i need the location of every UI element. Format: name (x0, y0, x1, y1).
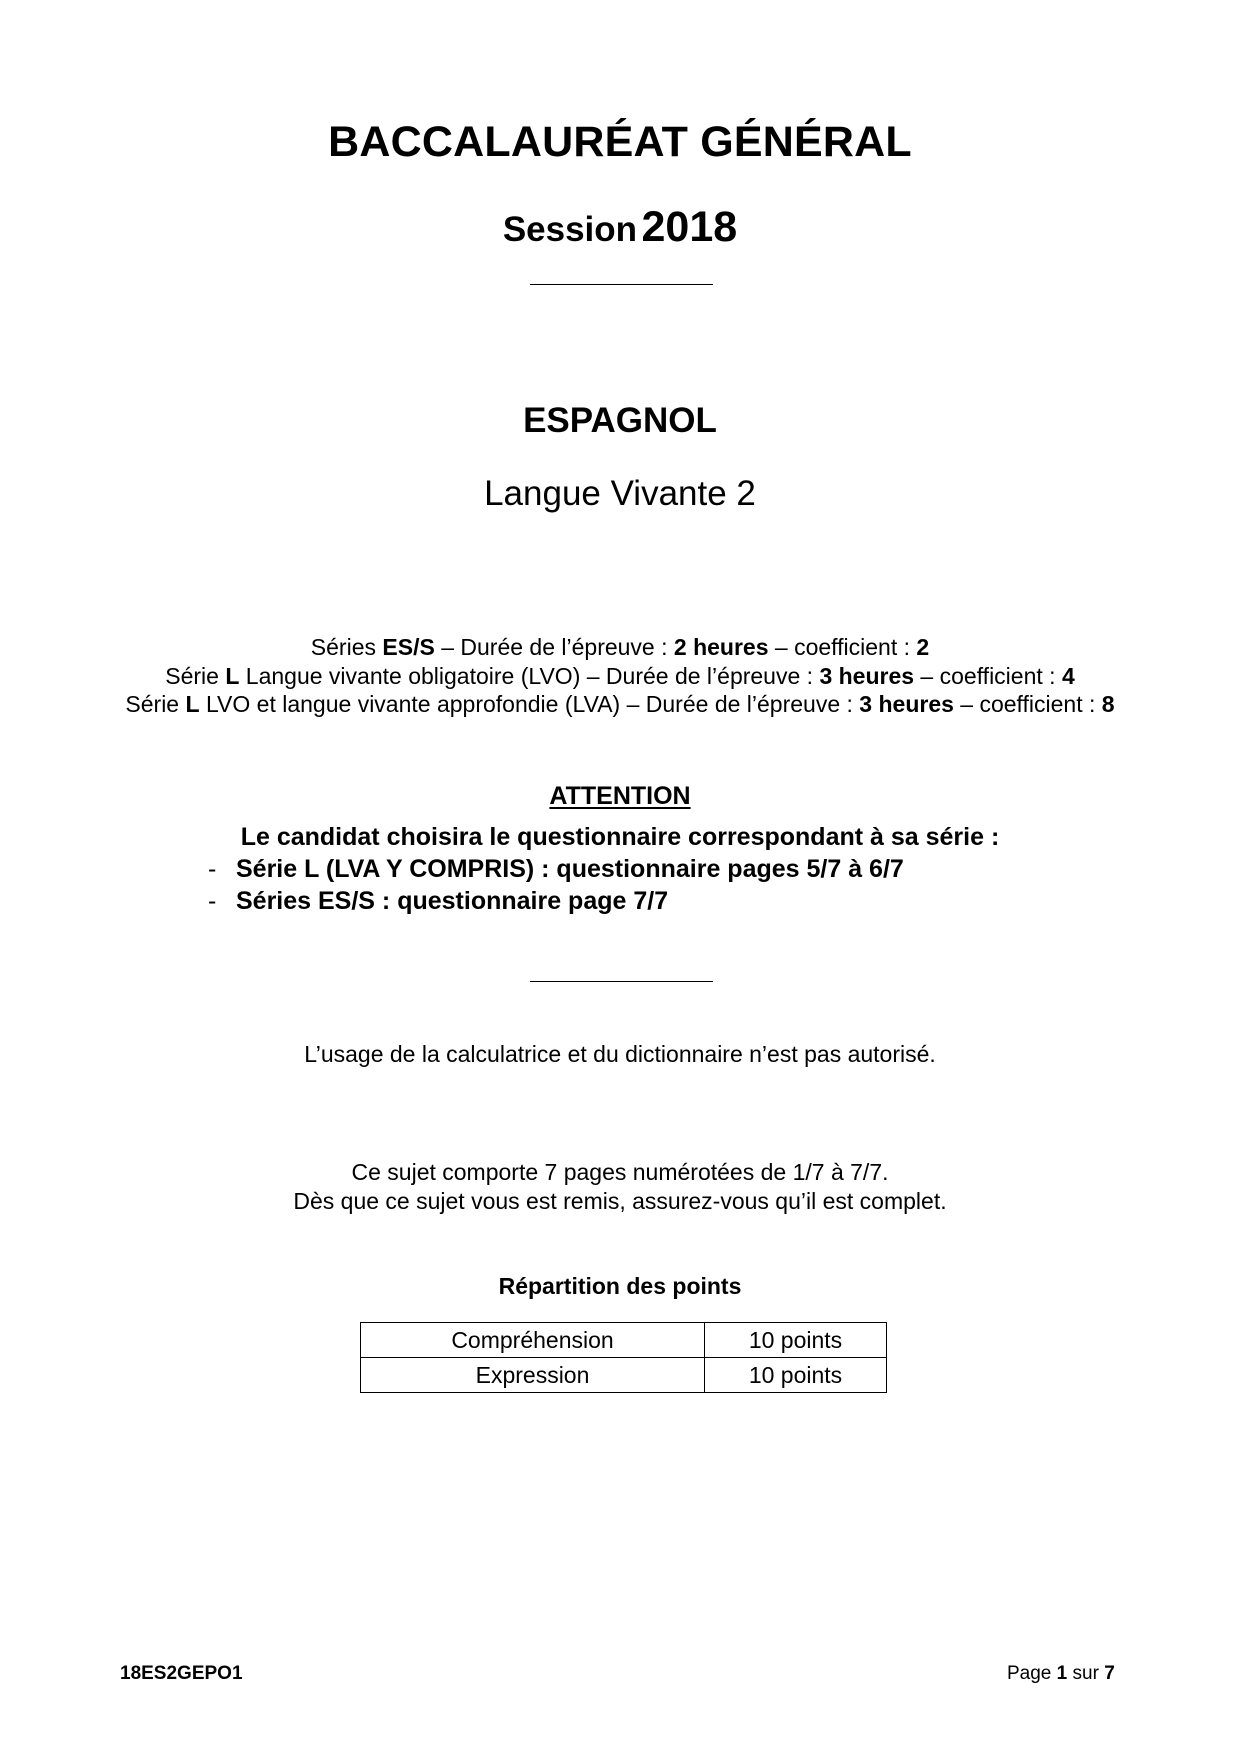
attention-instruction: Le candidat choisira le questionnaire correspondant à sa série : (240, 823, 1000, 851)
list-item: - Séries ES/S : questionnaire page 7/7 (208, 887, 669, 915)
subject-level: Langue Vivante 2 (484, 474, 756, 513)
subject-title: ESPAGNOL (523, 401, 717, 440)
bullet-dash: - (208, 855, 217, 883)
session-label: Session (502, 210, 638, 249)
points-heading: Répartition des points (498, 1273, 742, 1299)
table-cell-value: 10 points (705, 1358, 887, 1393)
completeness-note: Dès que ce sujet vous est remis, assurez-vous qu’il est complet. (293, 1188, 947, 1214)
series-line-es-s: Séries ES/S – Durée de l’épreuve : 2 heures – coefficient : 2 (310, 634, 930, 660)
session-line (0, 203, 1240, 252)
table-row (361, 1323, 887, 1358)
table-cell-label: Compréhension (361, 1323, 705, 1358)
table-row (361, 1358, 887, 1393)
divider-middle (530, 981, 713, 982)
table-cell-value: 10 points (705, 1323, 887, 1358)
points-table (360, 1322, 887, 1393)
bullet-dash: - (208, 887, 217, 915)
session-year: 2018 (641, 203, 738, 251)
divider-top (530, 284, 713, 285)
list-item: - Série L (LVA Y COMPRIS) : questionnaire pages 5/7 à 6/7 (208, 855, 904, 883)
series-line-l-lva: Série L LVO et langue vivante approfondie (LVA) – Durée de l’épreuve : 3 heures – coefficient : 8 (125, 691, 1115, 717)
table-cell-label: Expression (361, 1358, 705, 1393)
footer-page-number: Page 1 sur 7 (1007, 1663, 1115, 1684)
calculator-note: L’usage de la calculatrice et du dictionnaire n’est pas autorisé. (304, 1041, 936, 1067)
footer-subject-code: 18ES2GEPO1 (120, 1663, 243, 1684)
series-line-l-lvo: Série L Langue vivante obligatoire (LVO) – Durée de l’épreuve : 3 heures – coefficient : 4 (165, 663, 1075, 689)
page-count-note: Ce sujet comporte 7 pages numérotées de 1/7 à 7/7. (351, 1159, 889, 1185)
document-title: BACCALAURÉAT GÉNÉRAL (328, 118, 912, 166)
attention-heading: ATTENTION (549, 782, 691, 810)
